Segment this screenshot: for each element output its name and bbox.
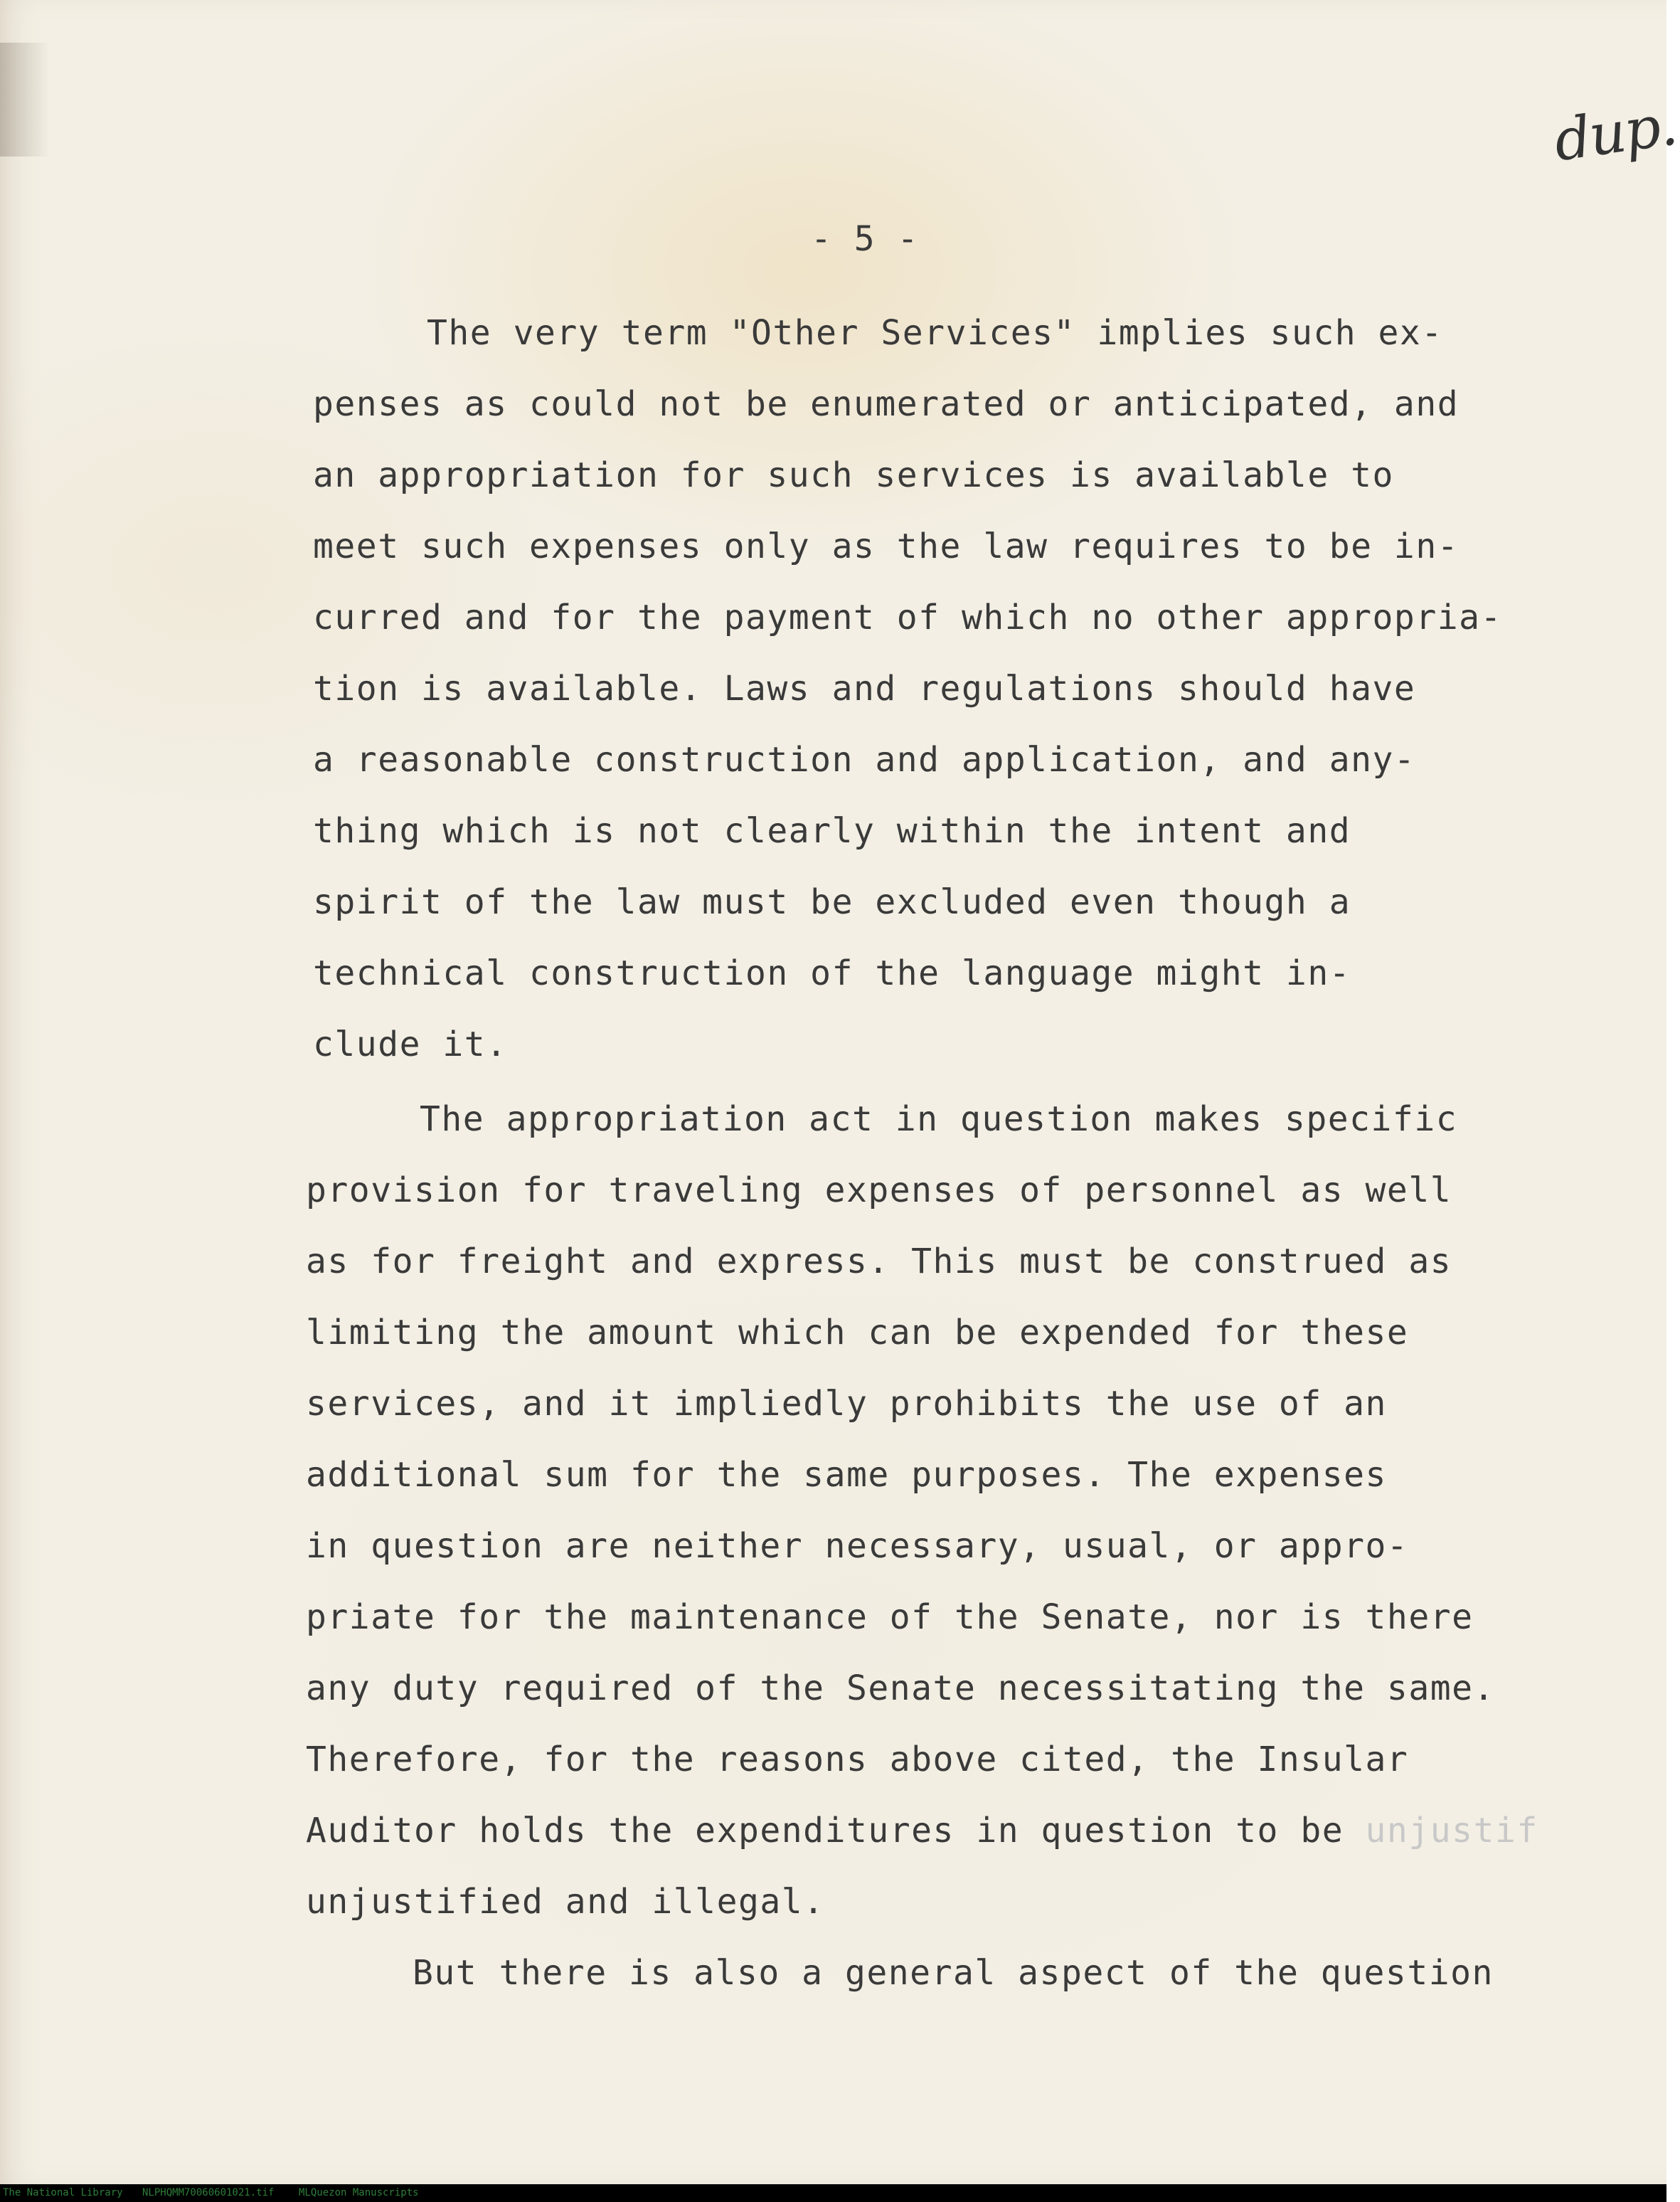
text-line: thing which is not clearly within the intent and [313, 811, 1351, 851]
text-line: But there is also a general aspect of the question [413, 1953, 1494, 1993]
text-line: priate for the maintenance of the Senate, nor is there [306, 1597, 1474, 1637]
text-line: additional sum for the same purposes. The expenses [306, 1455, 1387, 1495]
text-line: limiting the amount which can be expended for these [306, 1313, 1409, 1353]
page-number: - 5 - [811, 219, 919, 259]
text-line: The very term "Other Services" implies such ex- [427, 313, 1443, 353]
text-line: an appropriation for such services is available to [313, 455, 1394, 495]
text-line-with-struck-word [306, 1811, 1538, 1851]
text-line: spirit of the law must be excluded even though a [313, 882, 1351, 922]
text-line: services, and it impliedly prohibits the use of an [306, 1384, 1387, 1424]
text-line: provision for traveling expenses of personnel as well [306, 1170, 1452, 1210]
text-line-content: Auditor holds the expenditures in question to be [306, 1811, 1366, 1851]
faded-struck-text: unjustif [1365, 1811, 1538, 1851]
text-line: as for freight and express. This must be construed as [306, 1242, 1452, 1281]
text-line: a reasonable construction and application, and any- [313, 740, 1416, 780]
text-line: any duty required of the Senate necessitating the same. [306, 1668, 1495, 1708]
footer-library: The National Library [3, 2187, 123, 2198]
text-line: clude it. [313, 1025, 508, 1064]
archive-footer-bar [0, 2184, 1666, 2202]
text-line: in question are neither necessary, usual, or appro- [306, 1526, 1409, 1566]
text-line: Therefore, for the reasons above cited, the Insular [306, 1740, 1409, 1779]
text-line: technical construction of the language might in- [313, 953, 1351, 993]
text-line: curred and for the payment of which no other appropria- [313, 598, 1502, 637]
text-line: tion is available. Laws and regulations should have [313, 669, 1416, 709]
text-line: penses as could not be enumerated or anticipated, and [313, 384, 1460, 424]
footer-file-name: NLPHQMM70060601021.tif [142, 2187, 275, 2198]
text-line: meet such expenses only as the law requires to be in- [313, 526, 1460, 566]
text-line: The appropriation act in question makes specific [420, 1099, 1458, 1139]
text-line: unjustified and illegal. [306, 1882, 825, 1922]
handwritten-annotation: dup. [1550, 91, 1680, 174]
footer-collection: MLQuezon Manuscripts [299, 2187, 419, 2198]
